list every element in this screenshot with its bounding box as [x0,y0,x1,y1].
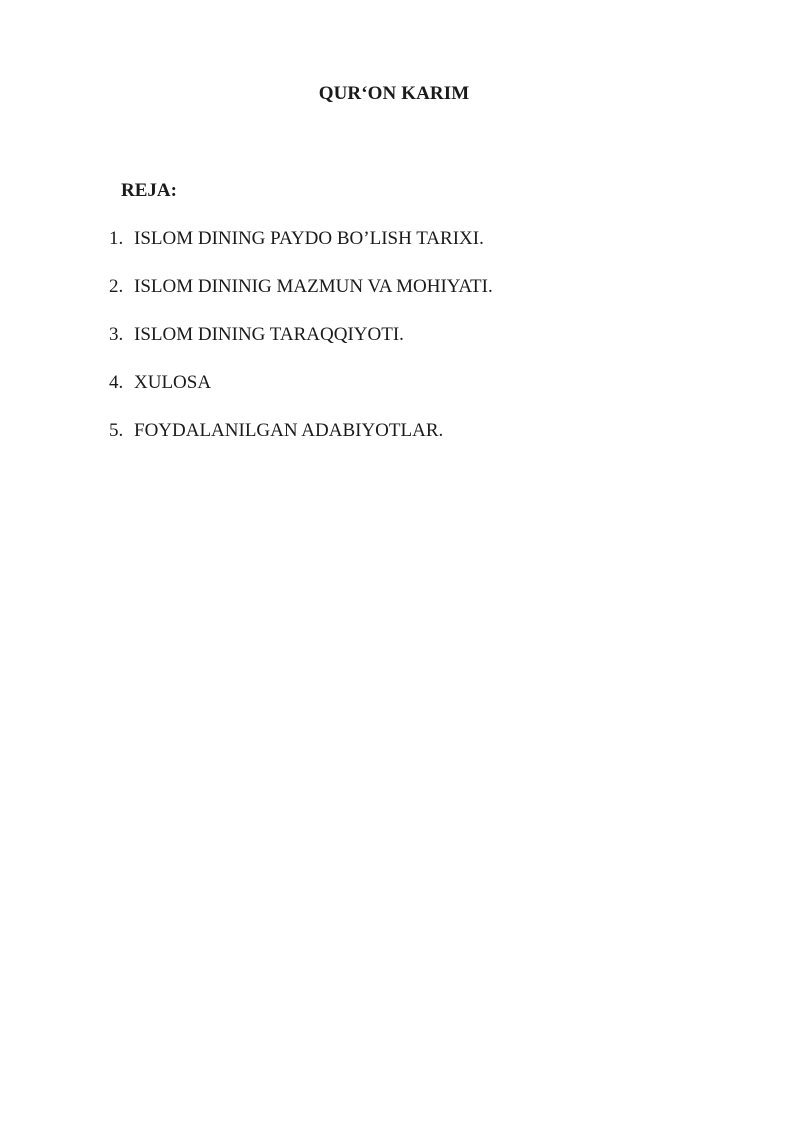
list-item-text: XULOSA [134,372,212,393]
page-title: QUR‘ON KARIM [318,83,470,104]
list-item [109,419,493,467]
list-item-text: ISLOM DINING PAYDO BO’LISH TARIXI. [134,228,484,249]
list-item [109,371,493,419]
list-item [109,275,493,323]
list-item [109,323,493,371]
list-item-number: 2. [109,276,124,297]
list-item-number: 4. [109,372,124,393]
list-item-text: FOYDALANILGAN ADABIYOTLAR. [134,420,444,441]
list-item-number: 3. [109,324,124,345]
list-item-number: 1. [109,228,124,249]
list-item [109,227,493,275]
plan-heading: REJA: [121,180,177,201]
list-item-number: 5. [109,420,124,441]
list-item-text: ISLOM DININIG MAZMUN VA MOHIYATI. [134,276,493,297]
plan-list [109,227,493,467]
list-item-text: ISLOM DINING TARAQQIYOTI. [134,324,404,345]
